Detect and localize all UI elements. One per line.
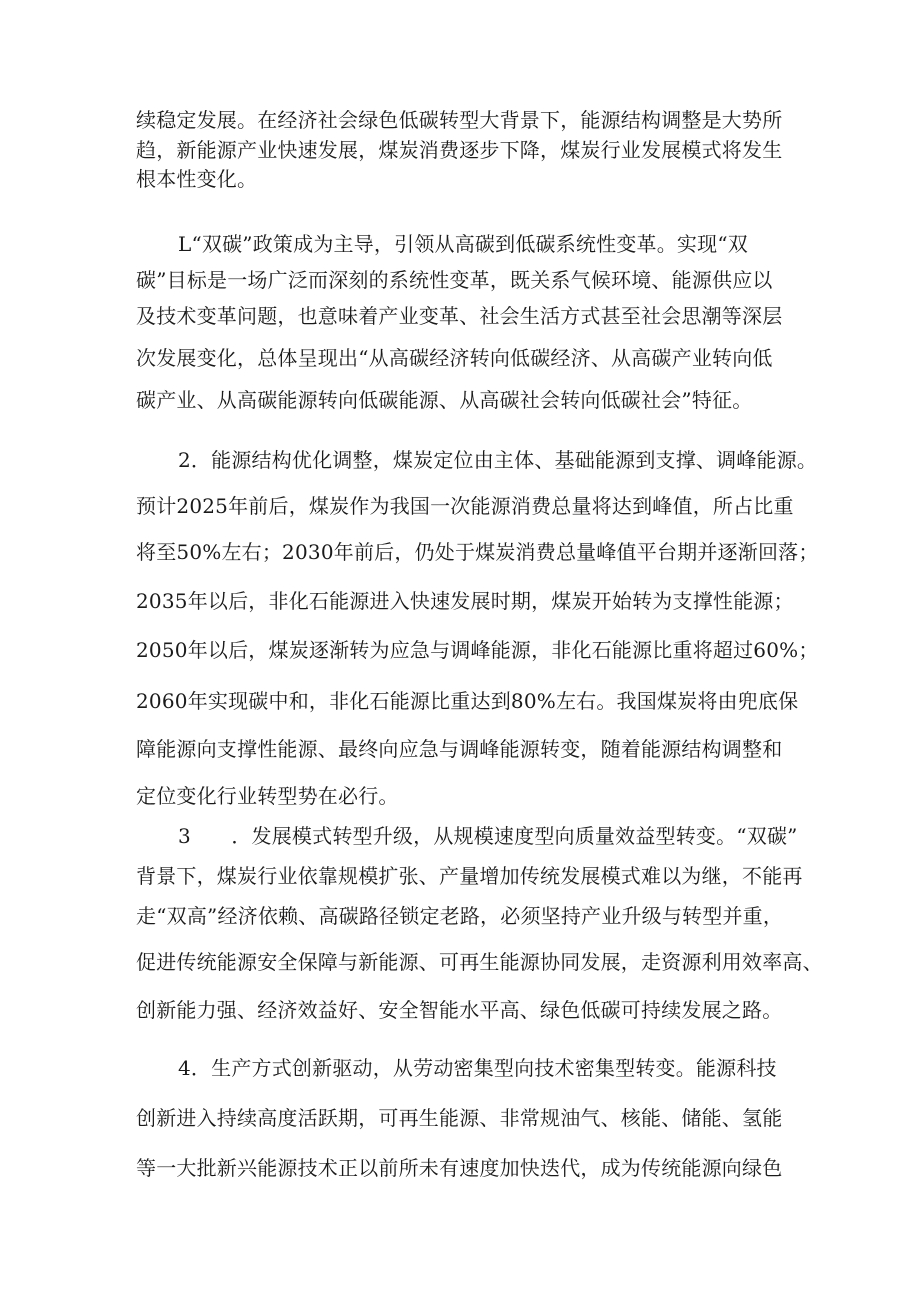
paragraph-point-2-line-1: 2．能源结构优化调整，煤炭定位由主体、基础能源到支撑、调峰能源。 (178, 448, 818, 472)
paragraph-point-2-line-2: 预计2025年前后，煤炭作为我国一次能源消费总量将达到峰值，所占比重 (136, 494, 794, 518)
paragraph-point-1-line-1: L“双碳”政策成为主导，引领从高碳到低碳系统性变革。实现“双 (178, 232, 748, 256)
paragraph-point-1-line-2: 碳”目标是一场广泛而深刻的系统性变革，既关系气候环境、能源供应以 (136, 268, 773, 292)
paragraph-point-2-line-8: 定位变化行业转型势在必行。 (136, 784, 399, 808)
paragraph-point-1-line-3: 及技术变革问题，也意味着产业变革、社会生活方式甚至社会思潮等深层 (136, 304, 783, 328)
paragraph-point-3-line-3: 走“双高”经济依赖、高碳路径锁定老路，必须坚持产业升级与转型并重， (136, 904, 784, 928)
paragraph-intro-line-2: 趋，新能源产业快速发展，煤炭消费逐步下降，煤炭行业发展模式将发生 (136, 138, 783, 162)
paragraph-point-3-line-2: 背景下，煤炭行业依靠规模扩张、产量增加传统发展模式难以为继，不能再 (136, 864, 803, 888)
paragraph-point-2-line-6: 2060年实现碳中和，非化石能源比重达到80%左右。我国煤炭将由兜底保 (136, 689, 799, 713)
paragraph-point-2-line-4: 2035年以后，非化石能源进入快速发展时期，煤炭开始转为支撑性能源； (136, 589, 794, 613)
paragraph-point-1-line-5: 碳产业、从高碳能源转向低碳能源、从高碳社会转向低碳社会”特征。 (136, 388, 753, 412)
paragraph-point-1-line-4: 次发展变化，总体呈现出“从高碳经济转向低碳经济、从高碳产业转向低 (136, 346, 773, 370)
paragraph-point-4-line-1: 4．生产方式创新驱动，从劳动密集型向技术密集型转变。能源科技 (178, 1056, 777, 1080)
document-body (136, 0, 823, 1301)
paragraph-point-3-line-1: 3 ．发展模式转型升级，从规模速度型向质量效益型转变。“双碳” (178, 824, 798, 848)
paragraph-intro-line-3: 根本性变化。 (136, 167, 258, 191)
paragraph-point-3-line-4: 促进传统能源安全保障与新能源、可再生能源协同发展，走资源利用效率高、 (136, 950, 823, 974)
paragraph-point-4-line-2: 创新进入持续高度活跃期，可再生能源、非常规油气、核能、储能、氢能 (136, 1106, 783, 1130)
paragraph-point-2-line-3: 将至50%左右；2030年前后，仍处于煤炭消费总量峰值平台期并逐渐回落； (136, 540, 819, 564)
paragraph-point-2-line-7: 障能源向支撑性能源、最终向应急与调峰能源转变，随着能源结构调整和 (136, 737, 783, 761)
paragraph-point-3-line-5: 创新能力强、经济效益好、安全智能水平高、绿色低碳可持续发展之路。 (136, 998, 783, 1022)
paragraph-point-4-line-3: 等一大批新兴能源技术正以前所未有速度加快迭代，成为传统能源向绿色 (136, 1156, 783, 1180)
paragraph-point-2-line-5: 2050年以后，煤炭逐渐转为应急与调峰能源，非化石能源比重将超过60%； (136, 638, 819, 662)
paragraph-intro-line-1: 续稳定发展。在经济社会绿色低碳转型大背景下，能源结构调整是大势所 (136, 108, 783, 132)
